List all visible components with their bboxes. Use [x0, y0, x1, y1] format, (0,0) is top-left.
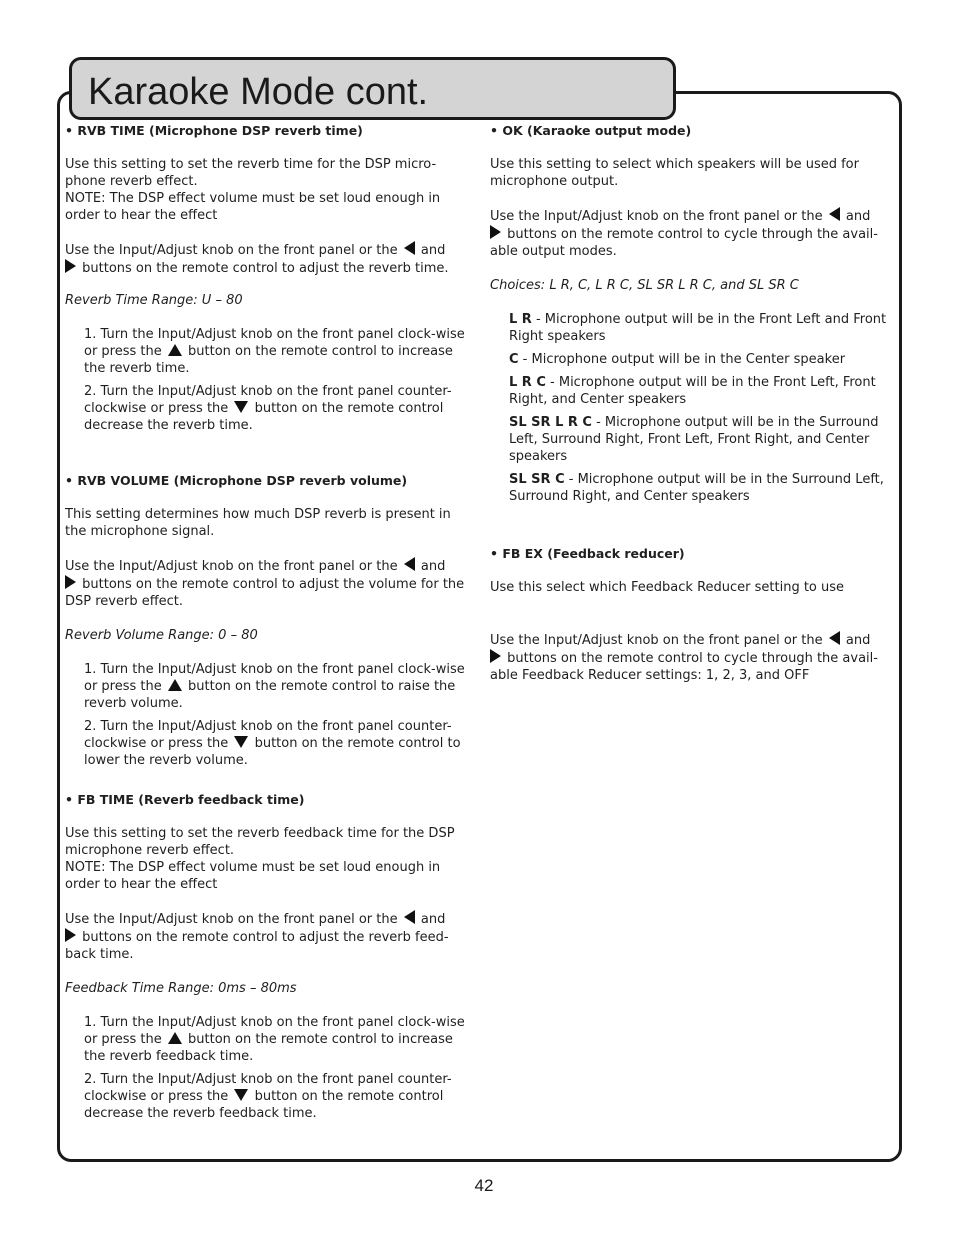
rvb-time-desc: Use this setting to set the reverb time for the DSP micro-phone reverb effect.	[65, 157, 437, 189]
left-arrow-icon	[829, 207, 840, 221]
and-text: and	[420, 559, 446, 574]
choice-text: - Microphone output will be in the Front Left and Front Right speakers	[509, 312, 887, 344]
knob-text: Use the Input/Adjust knob on the front panel or the	[65, 559, 398, 574]
choice-item	[509, 311, 900, 345]
ok-desc: Use this setting to select which speakers will be used for microphone output.	[490, 157, 859, 189]
left-arrow-icon	[404, 241, 415, 255]
choice-item	[509, 471, 900, 505]
rvb-volume-steps	[65, 661, 470, 769]
fb-time-knob-instructions	[65, 910, 470, 963]
fb-ex-desc: Use this select which Feedback Reducer setting to use	[490, 580, 845, 595]
choice-text: - Microphone output will be in the Surround Left, Surround Right, and Center speakers	[509, 472, 884, 504]
knob-text-b: buttons on the remote control to adjust the reverb feed-back time.	[65, 930, 449, 962]
rvb-volume-desc: This setting determines how much DSP reverb is present in the microphone signal.	[65, 507, 451, 539]
rvb-time-section	[65, 122, 470, 434]
up-arrow-icon	[168, 679, 182, 691]
step-1-text-b: button on the remote control to raise the reverb volume.	[84, 679, 456, 711]
down-arrow-icon	[234, 401, 248, 413]
fb-time-desc: Use this setting to set the reverb feedback time for the DSP microphone reverb effect.	[65, 826, 455, 858]
ok-choices-line: Choices: L R, C, L R C, SL SR L R C, and SL SR C	[490, 278, 799, 293]
choice-label: C	[509, 352, 519, 367]
knob-text: Use the Input/Adjust knob on the front panel or the	[65, 243, 398, 258]
rvb-time-note: NOTE: The DSP effect volume must be set loud enough in order to hear the effect	[65, 191, 441, 223]
rvb-volume-section	[65, 472, 470, 769]
knob-text: Use the Input/Adjust knob on the front panel or the	[65, 912, 398, 927]
choice-text: - Microphone output will be in the Center speaker	[518, 352, 846, 367]
down-arrow-icon	[234, 736, 248, 748]
step-1-text-a: 1. Turn the Input/Adjust knob on the front panel clock-wise or press the	[84, 662, 465, 694]
fb-ex-section	[490, 545, 900, 684]
rvb-volume-heading: • RVB VOLUME (Microphone DSP reverb volume)	[65, 473, 408, 488]
right-arrow-icon	[65, 928, 76, 942]
choice-text: - Microphone output will be in the Surround Left, Surround Right, Front Left, Front Right, and Center speakers	[509, 415, 879, 464]
ok-knob-instructions	[490, 207, 900, 260]
step-2-text-b: button on the remote control to lower the reverb volume.	[84, 736, 461, 768]
fb-ex-heading: • FB EX (Feedback reducer)	[490, 546, 685, 561]
choice-text: - Microphone output will be in the Front Left, Front Right, and Center speakers	[509, 375, 876, 407]
step-1-text-b: button on the remote control to increase the reverb feedback time.	[84, 1032, 453, 1064]
choice-label: SL SR L R C	[509, 415, 592, 430]
fb-time-section	[65, 791, 470, 1122]
ok-choices-list	[490, 311, 900, 505]
choice-item	[509, 374, 900, 408]
page-title: Karaoke Mode cont.	[88, 71, 429, 113]
step-1-text-a: 1. Turn the Input/Adjust knob on the front panel clock-wise or press the	[84, 327, 465, 359]
step-1-text-b: button on the remote control to increase the reverb time.	[84, 344, 453, 376]
rvb-time-range: Reverb Time Range: U – 80	[65, 293, 243, 308]
step-2-text-a: 2. Turn the Input/Adjust knob on the front panel counter-clockwise or press the	[84, 384, 452, 416]
fb-time-heading: • FB TIME (Reverb feedback time)	[65, 792, 305, 807]
step-1	[84, 661, 470, 712]
fb-time-range: Feedback Time Range: 0ms – 80ms	[65, 981, 297, 996]
step-2	[84, 383, 470, 434]
and-text: and	[420, 912, 446, 927]
rvb-volume-knob-instructions	[65, 557, 470, 610]
right-arrow-icon	[65, 575, 76, 589]
and-text: and	[845, 209, 871, 224]
left-arrow-icon	[404, 910, 415, 924]
and-text: and	[420, 243, 446, 258]
left-arrow-icon	[829, 631, 840, 645]
fb-time-note: NOTE: The DSP effect volume must be set loud enough in order to hear the effect	[65, 860, 441, 892]
up-arrow-icon	[168, 1032, 182, 1044]
knob-text-b: buttons on the remote control to cycle through the avail-able output modes.	[490, 227, 878, 259]
right-column	[490, 122, 900, 684]
step-2	[84, 1071, 470, 1122]
ok-section	[490, 122, 900, 505]
knob-text: Use the Input/Adjust knob on the front panel or the	[490, 209, 823, 224]
rvb-volume-range: Reverb Volume Range: 0 – 80	[65, 628, 258, 643]
rvb-time-steps	[65, 326, 470, 434]
and-text: and	[845, 633, 871, 648]
step-2-text-b: button on the remote control decrease the reverb time.	[84, 401, 444, 433]
knob-text-b: buttons on the remote control to adjust the volume for the DSP reverb effect.	[65, 577, 465, 609]
page-number: 42	[474, 1176, 494, 1195]
rvb-time-heading: • RVB TIME (Microphone DSP reverb time)	[65, 123, 363, 138]
step-1	[84, 1014, 470, 1065]
step-2-text-a: 2. Turn the Input/Adjust knob on the front panel counter-clockwise or press the	[84, 719, 452, 751]
left-column	[65, 122, 470, 1122]
title-tab	[69, 57, 676, 120]
choice-item	[509, 414, 900, 465]
step-2-text-a: 2. Turn the Input/Adjust knob on the front panel counter-clockwise or press the	[84, 1072, 452, 1104]
ok-heading: • OK (Karaoke output mode)	[490, 123, 692, 138]
choice-label: L R C	[509, 375, 546, 390]
step-1-text-a: 1. Turn the Input/Adjust knob on the front panel clock-wise or press the	[84, 1015, 465, 1047]
fb-ex-knob-instructions	[490, 631, 900, 684]
fb-time-steps	[65, 1014, 470, 1122]
right-arrow-icon	[490, 649, 501, 663]
knob-text-b: buttons on the remote control to adjust the reverb time.	[82, 261, 449, 276]
right-arrow-icon	[65, 259, 76, 273]
up-arrow-icon	[168, 344, 182, 356]
step-2-text-b: button on the remote control decrease the reverb feedback time.	[84, 1089, 444, 1121]
choice-label: SL SR C	[509, 472, 565, 487]
rvb-time-knob-instructions	[65, 241, 470, 277]
step-2	[84, 718, 470, 769]
down-arrow-icon	[234, 1089, 248, 1101]
choice-label: L R	[509, 312, 532, 327]
right-arrow-icon	[490, 225, 501, 239]
knob-text: Use the Input/Adjust knob on the front panel or the	[490, 633, 823, 648]
left-arrow-icon	[404, 557, 415, 571]
step-1	[84, 326, 470, 377]
knob-text-b: buttons on the remote control to cycle through the avail-able Feedback Reducer settings: 1, 2, 3, and OFF	[490, 651, 878, 683]
choice-item	[509, 351, 900, 368]
